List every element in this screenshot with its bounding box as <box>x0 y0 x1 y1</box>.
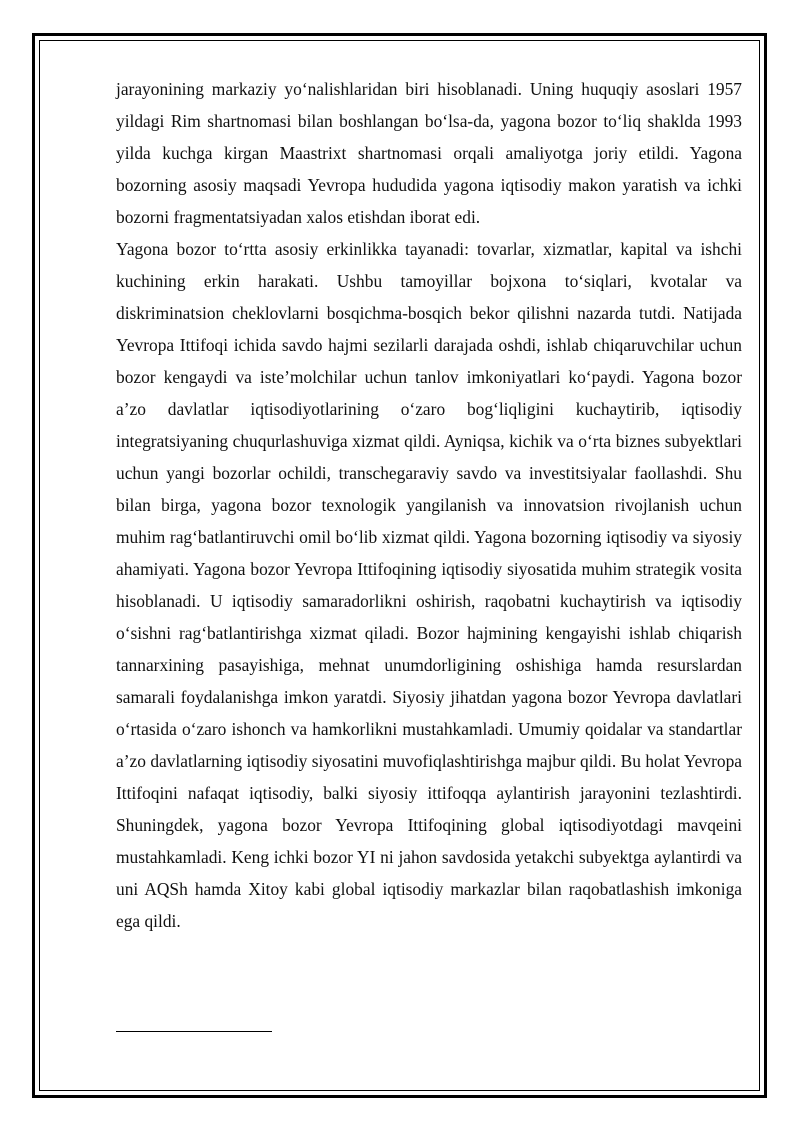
document-body <box>116 73 742 937</box>
paragraph: jarayonining markaziy yo‘nalishlaridan biri hisoblanadi. Uning huquqiy asoslari 1957 yildagi Rim shartnomasi bilan boshlangan bo‘lsa-da, yagona bozor to‘liq shaklda 1993 yilda kuchga kirgan Maastrixt shartnomasi orqali amaliyotga joriy etildi. Yagona bozorning asosiy maqsadi Yevropa hududida yagona iqtisodiy makon yaratish va ichki bozorni fragmentatsiyadan xalos etishdan iborat edi. <box>116 79 742 227</box>
paragraph: Yagona bozor to‘rtta asosiy erkinlikka tayanadi: tovarlar, xizmatlar, kapital va ishchi kuchining erkin harakati. Ushbu tamoyillar bojxona to‘siqlari, kvotalar va diskriminatsion cheklovlarni bosqichma-bosqich bekor qilishni nazarda tutdi. Natijada Yevropa Ittifoqi ichida savdo hajmi sezilarli darajada oshdi, ishlab chiqaruvchilar uchun bozor kengaydi va iste’molchilar uchun tanlov imkoniyatlari ko‘paydi. Yagona bozor a’zo davlatlar iqtisodiyotlarining o‘zaro bog‘liqligini kuchaytirib, iqtisodiy integratsiyaning chuqurlashuviga xizmat qildi. Ayniqsa, kichik va o‘rta biznes subyektlari uchun yangi bozorlar ochildi, transchegaraviy savdo va investitsiyalar faollashdi. Shu bilan birga, yagona bozor texnologik yangilanish va innovatsion rivojlanish uchun muhim rag‘batlantiruvchi omil bo‘lib xizmat qildi. Yagona bozorning iqtisodiy va siyosiy ahamiyati. Yagona bozor Yevropa Ittifoqining iqtisodiy siyosatida muhim strategik vosita hisoblanadi. U iqtisodiy samaradorlikni oshirish, raqobatni kuchaytirish va iqtisodiy o‘sishni rag‘batlantirishga xizmat qiladi. Bozor hajmining kengayishi ishlab chiqarish tannarxining pasayishiga, mehnat unumdorligining oshishiga hamda resurslardan samarali foydalanishga imkon yaratdi. Siyosiy jihatdan yagona bozor Yevropa davlatlari o‘rtasida o‘zaro ishonch va hamkorlikni mustahkamladi. Umumiy qoidalar va standartlar a’zo davlatlarning iqtisodiy siyosatini muvofiqlashtirishga majbur qildi. Bu holat Yevropa Ittifoqini nafaqat iqtisodiy, balki siyosiy ittifoqqa aylantirish jarayonini tezlashtirdi. Shuningdek, yagona bozor Yevropa Ittifoqining global iqtisodiyotdagi mavqeini mustahkamladi. Keng ichki bozor YI ni jahon savdosida yetakchi subyektga aylantirdi va uni AQSh hamda Xitoy kabi global iqtisodiy markazlar bilan raqobatlashish imkoniga ega qildi. <box>116 239 742 931</box>
footnote-separator <box>116 1031 272 1032</box>
